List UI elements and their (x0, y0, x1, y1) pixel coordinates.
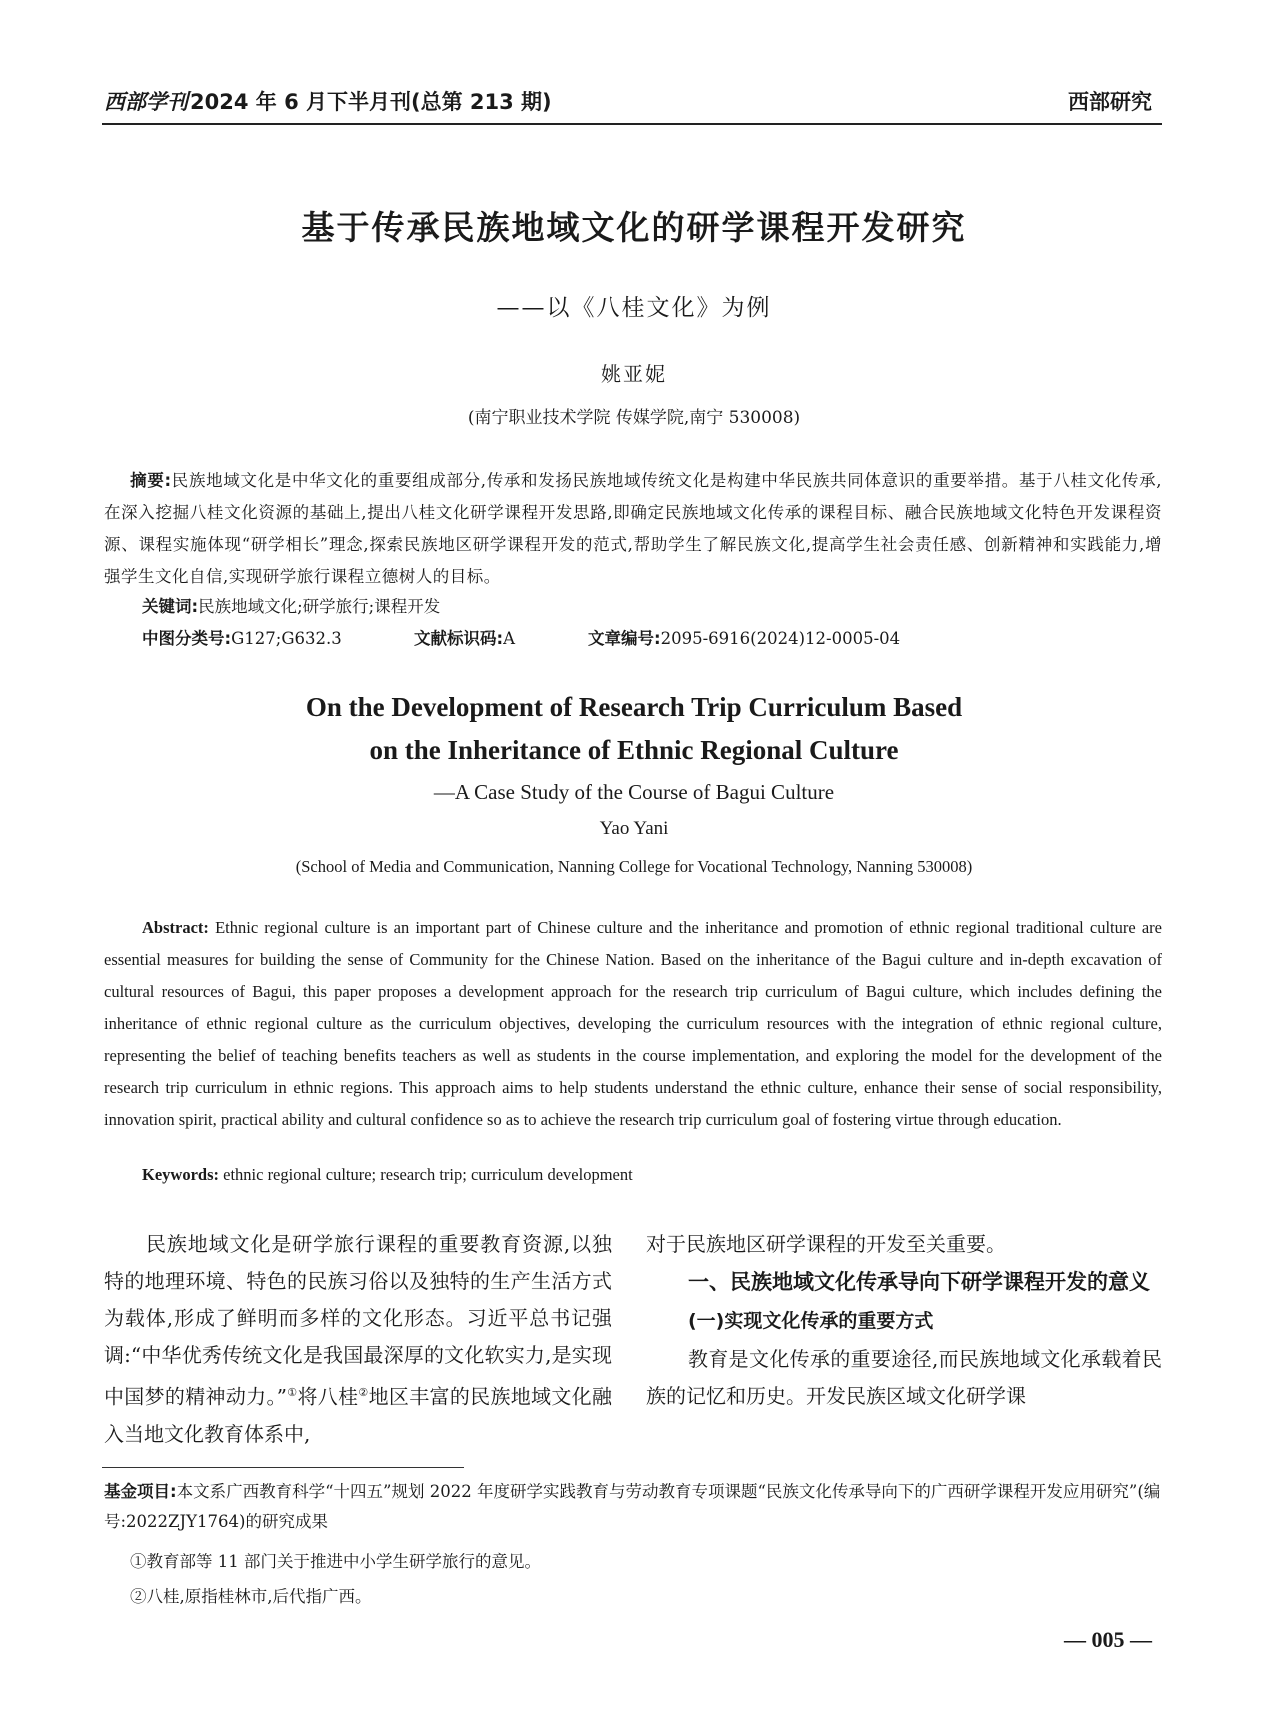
clc-value: G127;G632.3 (231, 629, 342, 648)
doc-value: A (503, 629, 516, 648)
abstract-en-label: Abstract: (142, 918, 209, 937)
clc-label: 中图分类号: (142, 629, 232, 648)
page-number: — 005 — (1064, 1627, 1152, 1652)
paper-subtitle-en: —A Case Study of the Course of Bagui Culture (433, 780, 835, 804)
body-continuation: 对于民族地区研学课程的开发至关重要。 (646, 1232, 1006, 1256)
abstract-zh-text: 民族地域文化是中华文化的重要组成部分,传承和发扬民族地域传统文化是构建中华民族共同体意识的重要举措。基于八桂文化传承,在深入挖掘八桂文化资源的基础上,提出八桂文化研学课程开发思路,即确定民族地域文化传承的课程目标、融合民族地域文化特色开发课程资源、课程实施体现“研学相长”理念,探索民族地区研学课程开发的范式,帮助学生了解民族文化,提高学生社会责任感、创新精神和实践能力,增强学生文化自信,实现研学旅行课程立德树人的目标。 (104, 471, 1162, 586)
keywords-en-label: Keywords: (142, 1165, 219, 1184)
article-number (588, 625, 900, 649)
abstract-zh-label: 摘要: (130, 471, 172, 490)
art-label: 文章编号: (588, 629, 661, 648)
footnote-ref[interactable]: ② (358, 1386, 369, 1399)
footnote-divider (102, 1467, 464, 1468)
body-text: 将八桂 (297, 1384, 359, 1409)
journal-logo: 西部学刊 (104, 89, 188, 114)
body-paragraph: 教育是文化传承的重要途径,而民族地域文化承载着民族的记忆和历史。开发民族区域文化研学课 (646, 1347, 1162, 1408)
section-heading: 一、民族地域文化传承导向下研学课程开发的意义 (688, 1270, 1150, 1294)
body-left-column (104, 1226, 612, 1453)
body-text: 民族地域文化是研学旅行课程的重要教育资源,以独特的地理环境、特色的民族习俗以及独特的生产生活方式为载体,形成了鲜明而多样的文化形态。习近平总书记强调:“中华优秀传统文化是我国最深厚的文化软实力,是实现中国梦的精神动力。” (104, 1232, 612, 1409)
journal-header (104, 86, 552, 116)
body-right-column (646, 1226, 1162, 1415)
abstract-zh (104, 465, 1162, 593)
fund-note (104, 1477, 1162, 1537)
affiliation-en: (School of Media and Communication, Nanning College for Vocational Technology, Nanning 530008) (295, 857, 973, 876)
keywords-zh-text: 民族地域文化;研学旅行;课程开发 (198, 597, 441, 616)
fund-label: 基金项目: (104, 1482, 177, 1501)
body-text: 地区丰富的民族地域文化融入当地文化教育体系中, (104, 1384, 612, 1446)
section-name: 西部研究 (1068, 90, 1152, 114)
paper-title-zh: 基于传承民族地域文化的研学课程开发研究 (301, 208, 967, 247)
keywords-en (142, 1165, 633, 1185)
keywords-zh-label: 关键词: (142, 597, 199, 616)
keywords-zh (142, 593, 440, 617)
subsection-heading: (一)实现文化传承的重要方式 (688, 1310, 934, 1332)
keywords-en-text: ethnic regional culture; research trip; curriculum development (223, 1165, 633, 1184)
body-paragraph (104, 1226, 612, 1453)
art-value: 2095-6916(2024)12-0005-04 (660, 629, 901, 648)
header-divider (102, 123, 1162, 125)
fund-text: 本文系广西教育科学“十四五”规划 2022 年度研学实践教育与劳动教育专项课题“民族文化传承导向下的广西研学课程开发应用研究”(编号:2022ZJY1764)的研究成果 (104, 1482, 1161, 1531)
author-zh: 姚亚妮 (601, 362, 667, 386)
abstract-en-text: Ethnic regional culture is an important part of Chinese culture and the inheritance and promotion of ethnic regional traditional culture are essential measures for building the sense of Community for the Chinese Nation. Based on the inheritance of the Bagui culture and in-depth excavation of cultural resources of Bagui, this paper proposes a development approach for the research trip curriculum of Bagui culture, which includes defining the inheritance of ethnic regional culture as the curriculum objectives, developing the curriculum resources with the integration of ethnic regional culture, representing the belief of teaching benefits teachers as well as students in the course implementation, and exploring the model for the development of the research trip curriculum in ethnic regions. This approach aims to help students understand the ethnic culture, enhance their sense of social responsibility, innovation spirit, practical ability and cultural confidence so as to achieve the research trip curriculum goal of fostering virtue through education. (104, 918, 1163, 1129)
footnote-1: ①教育部等 11 部门关于推进中小学生研学旅行的意见。 (130, 1552, 541, 1571)
document-code (414, 625, 515, 649)
paper-title-en-line2: on the Inheritance of Ethnic Regional Culture (369, 735, 899, 765)
author-en: Yao Yani (599, 818, 669, 839)
footnote-2: ②八桂,原指桂林市,后代指广西。 (130, 1587, 372, 1606)
paper-subtitle-zh: ——以《八桂文化》为例 (496, 295, 772, 321)
paper-title-en-line1: On the Development of Research Trip Curriculum Based (305, 692, 963, 722)
clc-number (142, 625, 342, 649)
abstract-en (104, 912, 1162, 1136)
affiliation-zh: (南宁职业技术学院 传媒学院,南宁 530008) (467, 408, 801, 428)
footnote-ref[interactable]: ① (287, 1386, 298, 1399)
doc-label: 文献标识码: (414, 629, 504, 648)
issue-info: 2024 年 6 月下半月刊(总第 213 期) (190, 90, 552, 114)
